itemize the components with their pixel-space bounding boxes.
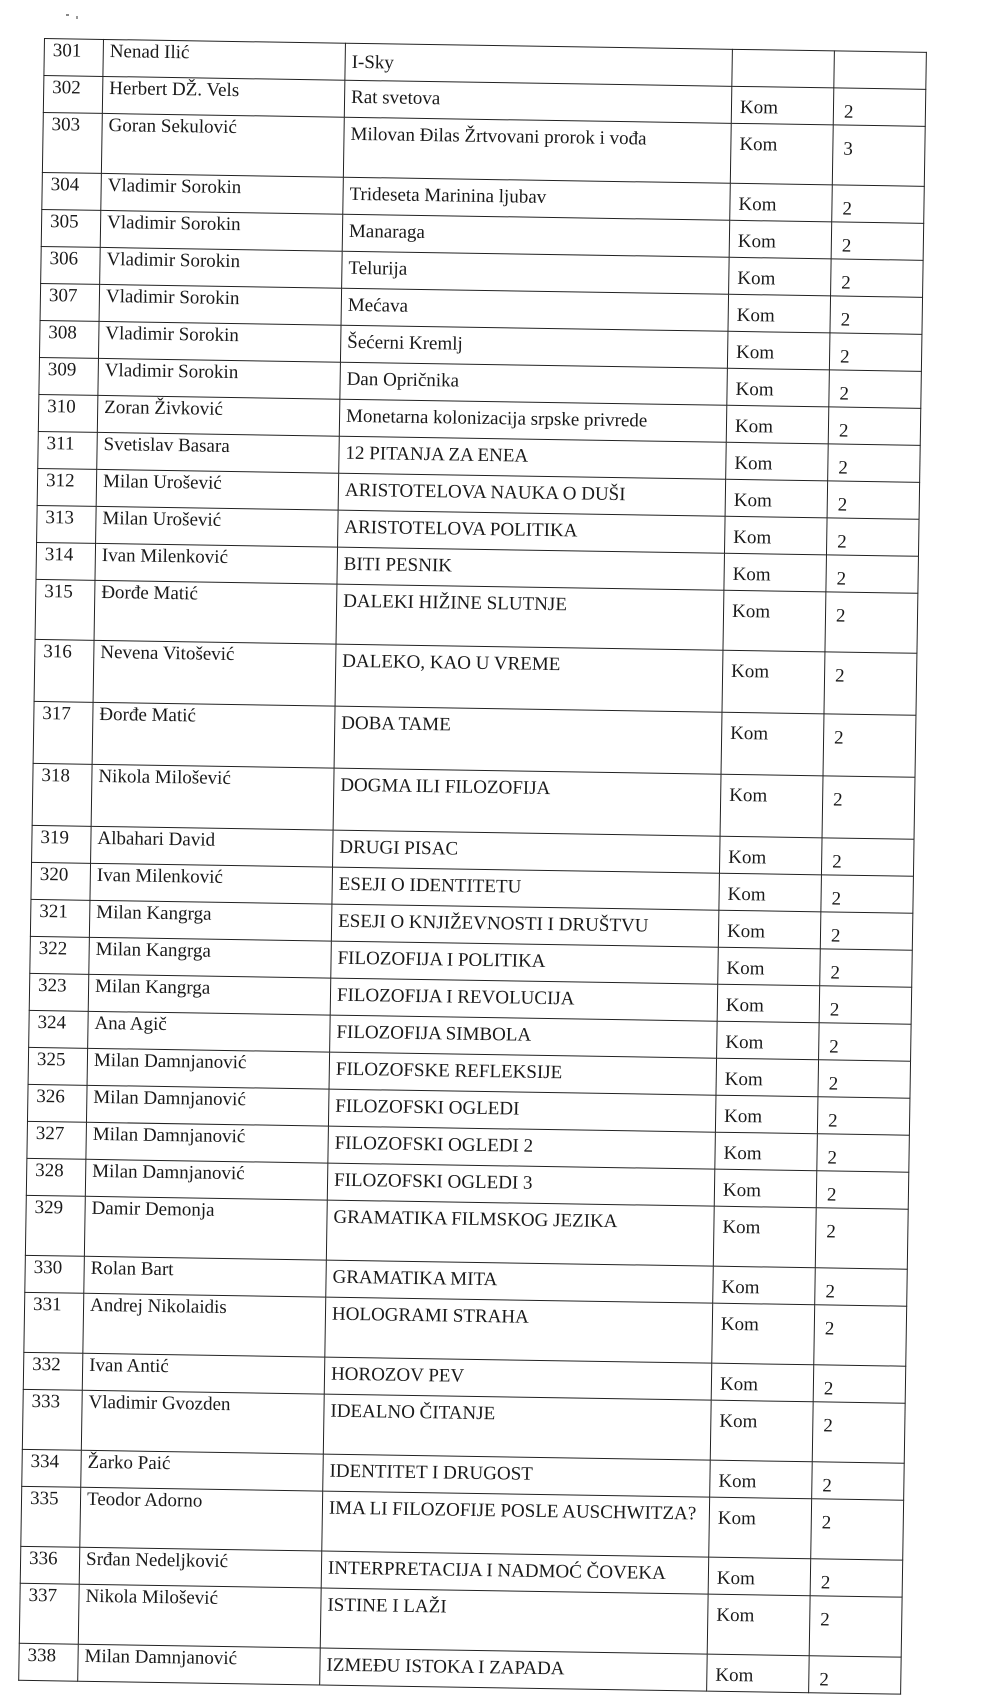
author-cell: Vladimir Sorokin <box>100 210 343 251</box>
unit-cell: Kom <box>724 516 827 555</box>
author-cell: Milan Damnjanović <box>87 1048 330 1089</box>
unit-cell: Kom <box>713 1206 816 1268</box>
author-cell: Milan Damnjanović <box>86 1122 329 1163</box>
author-cell: Milan Kangrga <box>89 937 332 978</box>
row-number: 326 <box>27 1084 87 1122</box>
unit-cell: Kom <box>710 1400 813 1462</box>
author-cell: Rolan Bart <box>84 1256 327 1297</box>
author-cell: Žarko Paić <box>81 1450 324 1491</box>
title-cell: IMA LI FILOZOFIJE POSLE AUSCHWITZA? <box>322 1491 710 1557</box>
row-number: 312 <box>37 468 97 506</box>
unit-cell: Kom <box>710 1460 813 1499</box>
author-cell: Đorđe Matić <box>94 580 337 644</box>
row-number: 302 <box>43 76 103 114</box>
author-cell: Milan Damnjanović <box>85 1159 328 1200</box>
quantity-cell: 2 <box>823 714 916 777</box>
title-cell: Milovan Đilas Žrtvovani prorok i vođa <box>343 117 731 183</box>
title-cell: FILOZOFSKE REFLEKSIJE <box>329 1052 717 1095</box>
author-cell: Goran Sekulović <box>101 113 344 177</box>
title-cell: Rat svetova <box>344 80 732 123</box>
title-cell: GRAMATIKA MITA <box>326 1260 714 1303</box>
row-number: 324 <box>29 1010 89 1048</box>
unit-cell: Kom <box>718 947 821 986</box>
title-cell: FILOZOFSKI OGLEDI 2 <box>328 1126 716 1169</box>
quantity-cell: 2 <box>820 912 913 950</box>
title-cell: DALEKO, KAO U VREME <box>335 644 723 712</box>
quantity-cell: 2 <box>814 1305 907 1366</box>
quantity-cell: 2 <box>811 1499 904 1560</box>
quantity-cell: 2 <box>819 986 912 1024</box>
author-cell: Milan Urošević <box>96 506 339 547</box>
row-number: 316 <box>34 639 94 702</box>
title-cell: 12 PITANJA ZA ENEA <box>339 436 727 479</box>
title-cell: IDENTITET I DRUGOST <box>323 1454 711 1497</box>
unit-cell: Kom <box>715 1095 818 1134</box>
quantity-cell: 2 <box>819 1023 912 1061</box>
author-cell: Vladimir Sorokin <box>99 284 342 325</box>
author-cell: Milan Damnjanović <box>86 1085 329 1126</box>
title-cell: I-Sky <box>345 43 733 86</box>
row-number: 306 <box>41 246 101 284</box>
row-number: 315 <box>35 579 95 640</box>
quantity-cell: 2 <box>818 1060 911 1098</box>
row-number: 301 <box>44 39 104 77</box>
quantity-cell: 2 <box>832 185 925 223</box>
unit-cell: Kom <box>731 86 834 125</box>
row-number: 319 <box>32 825 92 863</box>
author-cell: Herbert DŽ. Vels <box>102 76 345 117</box>
row-number: 332 <box>23 1352 83 1390</box>
title-cell: Monetarna kolonizacija srpske privrede <box>339 399 727 442</box>
row-number: 318 <box>32 763 92 826</box>
quantity-cell: 2 <box>825 592 918 653</box>
quantity-cell: 2 <box>829 333 922 371</box>
quantity-cell: 2 <box>829 370 922 408</box>
author-cell: Srđan Nedeljković <box>79 1547 322 1588</box>
title-cell: BITI PESNIK <box>337 547 725 590</box>
row-number: 322 <box>30 936 90 974</box>
unit-cell: Kom <box>719 873 822 912</box>
row-number: 310 <box>38 394 98 432</box>
row-number: 308 <box>39 320 99 358</box>
author-cell: Nikola Milošević <box>91 764 334 830</box>
title-cell: ISTINE I LAŽI <box>320 1588 708 1654</box>
unit-cell: Kom <box>721 712 824 776</box>
author-cell: Milan Kangrga <box>89 900 332 941</box>
author-cell: Albahari David <box>91 826 334 867</box>
author-cell: Milan Urošević <box>96 469 339 510</box>
row-number: 334 <box>22 1449 82 1487</box>
quantity-cell: 2 <box>812 1462 905 1500</box>
unit-cell: Kom <box>711 1363 814 1402</box>
row-number: 305 <box>41 209 101 247</box>
author-cell: Andrej Nikolaidis <box>83 1293 326 1357</box>
quantity-cell: 2 <box>810 1559 903 1597</box>
title-cell: ESEJI O KNJIŽEVNOSTI I DRUŠTVU <box>331 904 719 947</box>
title-cell: FILOZOFSKI OGLEDI <box>328 1089 716 1132</box>
unit-cell: Kom <box>716 1058 819 1097</box>
unit-cell: Kom <box>724 553 827 592</box>
author-cell: Ana Agič <box>88 1011 331 1052</box>
quantity-cell: 2 <box>830 296 923 334</box>
unit-cell: Kom <box>719 836 822 875</box>
scan-speck <box>76 16 78 19</box>
author-cell: Svetislav Basara <box>97 432 340 473</box>
title-cell: FILOZOFIJA I POLITIKA <box>331 941 719 984</box>
title-cell: Manaraga <box>342 214 730 257</box>
author-cell: Damir Demonja <box>84 1196 327 1260</box>
author-cell: Nenad Ilić <box>103 39 346 80</box>
title-cell: FILOZOFIJA SIMBOLA <box>330 1015 718 1058</box>
table-body <box>19 39 927 1695</box>
title-cell: ARISTOTELOVA NAUKA O DUŠI <box>338 473 726 516</box>
quantity-cell: 2 <box>809 1656 902 1694</box>
unit-cell: Kom <box>714 1169 817 1208</box>
row-number: 313 <box>37 505 97 543</box>
quantity-cell: 2 <box>809 1596 902 1657</box>
title-cell: Mećava <box>341 288 729 331</box>
row-number: 325 <box>28 1047 88 1085</box>
title-cell: GRAMATIKA FILMSKOG JEZIKA <box>326 1200 714 1266</box>
unit-cell: Kom <box>718 910 821 949</box>
unit-cell: Kom <box>728 294 831 333</box>
row-number: 327 <box>27 1121 87 1159</box>
quantity-cell: 2 <box>833 88 926 126</box>
inventory-sheet <box>18 38 920 1695</box>
author-cell: Nevena Vitošević <box>93 640 336 706</box>
quantity-cell: 2 <box>828 444 921 482</box>
row-number: 333 <box>22 1389 82 1450</box>
author-cell: Milan Damnjanović <box>78 1644 321 1685</box>
title-cell: Telurija <box>342 251 730 294</box>
quantity-cell: 2 <box>815 1208 908 1269</box>
unit-cell: Kom <box>713 1266 816 1305</box>
title-cell: Dan Opričnika <box>340 362 728 405</box>
unit-cell: Kom <box>720 774 823 838</box>
unit-cell: Kom <box>727 368 830 407</box>
unit-cell: Kom <box>717 984 820 1023</box>
unit-cell: Kom <box>723 590 826 652</box>
author-cell: Ivan Milenković <box>95 543 338 584</box>
title-cell: DOGMA ILI FILOZOFIJA <box>333 768 721 836</box>
unit-cell: Kom <box>730 123 833 185</box>
unit-cell: Kom <box>727 331 830 370</box>
row-number: 336 <box>20 1546 80 1584</box>
quantity-cell: 2 <box>822 776 915 839</box>
quantity-cell: 2 <box>821 838 914 876</box>
row-number: 320 <box>31 862 91 900</box>
author-cell: Milan Kangrga <box>88 974 331 1015</box>
unit-cell: Kom <box>725 479 828 518</box>
row-number: 307 <box>40 283 100 321</box>
title-cell: HOROZOV PEV <box>324 1357 712 1400</box>
quantity-cell: 2 <box>826 518 919 556</box>
title-cell: ARISTOTELOVA POLITIKA <box>338 510 726 553</box>
quantity-cell: 2 <box>828 407 921 445</box>
author-cell: Zoran Živković <box>97 395 340 436</box>
unit-cell: Kom <box>708 1557 811 1596</box>
unit-cell: Kom <box>709 1497 812 1559</box>
row-number: 304 <box>42 172 102 210</box>
author-cell: Ivan Antić <box>82 1353 325 1394</box>
quantity-cell: 2 <box>821 875 914 913</box>
title-cell: DOBA TAME <box>334 706 722 774</box>
quantity-cell: 3 <box>832 125 925 186</box>
title-cell: IZMEĐU ISTOKA I ZAPADA <box>320 1648 708 1691</box>
book-inventory-table <box>18 38 927 1695</box>
quantity-cell: 2 <box>824 652 917 715</box>
title-cell: ESEJI O IDENTITETU <box>332 867 720 910</box>
unit-cell: Kom <box>715 1132 818 1171</box>
row-number: 323 <box>29 973 89 1011</box>
row-number: 311 <box>38 431 98 469</box>
unit-cell: Kom <box>712 1303 815 1365</box>
author-cell: Teodor Adorno <box>80 1487 323 1551</box>
author-cell: Vladimir Sorokin <box>98 321 341 362</box>
row-number: 309 <box>39 357 99 395</box>
quantity-cell: 2 <box>827 481 920 519</box>
row-number: 314 <box>36 542 96 580</box>
unit-cell: Kom <box>707 1594 810 1656</box>
row-number: 335 <box>21 1486 81 1547</box>
author-cell: Ivan Milenković <box>90 863 333 904</box>
quantity-cell <box>834 51 927 89</box>
row-number: 321 <box>30 899 90 937</box>
quantity-cell: 2 <box>831 259 924 297</box>
unit-cell: Kom <box>717 1021 820 1060</box>
unit-cell: Kom <box>726 442 829 481</box>
title-cell: DALEKI HIŽINE SLUTNJE <box>336 584 724 650</box>
quantity-cell: 2 <box>820 949 913 987</box>
unit-cell <box>732 49 835 88</box>
title-cell: HOLOGRAMI STRAHA <box>325 1297 713 1363</box>
author-cell: Nikola Milošević <box>78 1584 321 1648</box>
author-cell: Vladimir Sorokin <box>98 358 341 399</box>
row-number: 303 <box>42 112 102 173</box>
row-number: 329 <box>25 1195 85 1256</box>
title-cell: Šećerni Kremlj <box>340 325 728 368</box>
row-number: 317 <box>33 701 93 764</box>
unit-cell: Kom <box>722 650 825 714</box>
unit-cell: Kom <box>729 257 832 296</box>
unit-cell: Kom <box>729 220 832 259</box>
unit-cell: Kom <box>730 183 833 222</box>
author-cell: Đorđe Matić <box>92 702 335 768</box>
quantity-cell: 2 <box>815 1268 908 1306</box>
title-cell: DRUGI PISAC <box>333 830 721 873</box>
author-cell: Vladimir Gvozden <box>81 1390 324 1454</box>
title-cell: FILOZOFSKI OGLEDI 3 <box>327 1163 715 1206</box>
row-number: 328 <box>26 1158 86 1196</box>
quantity-cell: 2 <box>831 222 924 260</box>
author-cell: Vladimir Sorokin <box>100 247 343 288</box>
quantity-cell: 2 <box>812 1402 905 1463</box>
quantity-cell: 2 <box>813 1365 906 1403</box>
title-cell: IDEALNO ČITANJE <box>323 1394 711 1460</box>
quantity-cell: 2 <box>826 555 919 593</box>
title-cell: INTERPRETACIJA I NADMOĆ ČOVEKA <box>321 1551 709 1594</box>
author-cell: Vladimir Sorokin <box>101 173 344 214</box>
title-cell: Trideseta Marinina ljubav <box>343 177 731 220</box>
title-cell: FILOZOFIJA I REVOLUCIJA <box>330 978 718 1021</box>
quantity-cell: 2 <box>816 1171 909 1209</box>
row-number: 337 <box>19 1583 79 1644</box>
unit-cell: Kom <box>707 1654 810 1693</box>
row-number: 330 <box>25 1255 85 1293</box>
row-number: 331 <box>24 1292 84 1353</box>
unit-cell: Kom <box>726 405 829 444</box>
quantity-cell: 2 <box>817 1134 910 1172</box>
quantity-cell: 2 <box>817 1097 910 1135</box>
scan-speck <box>66 14 69 16</box>
row-number: 338 <box>19 1643 79 1681</box>
